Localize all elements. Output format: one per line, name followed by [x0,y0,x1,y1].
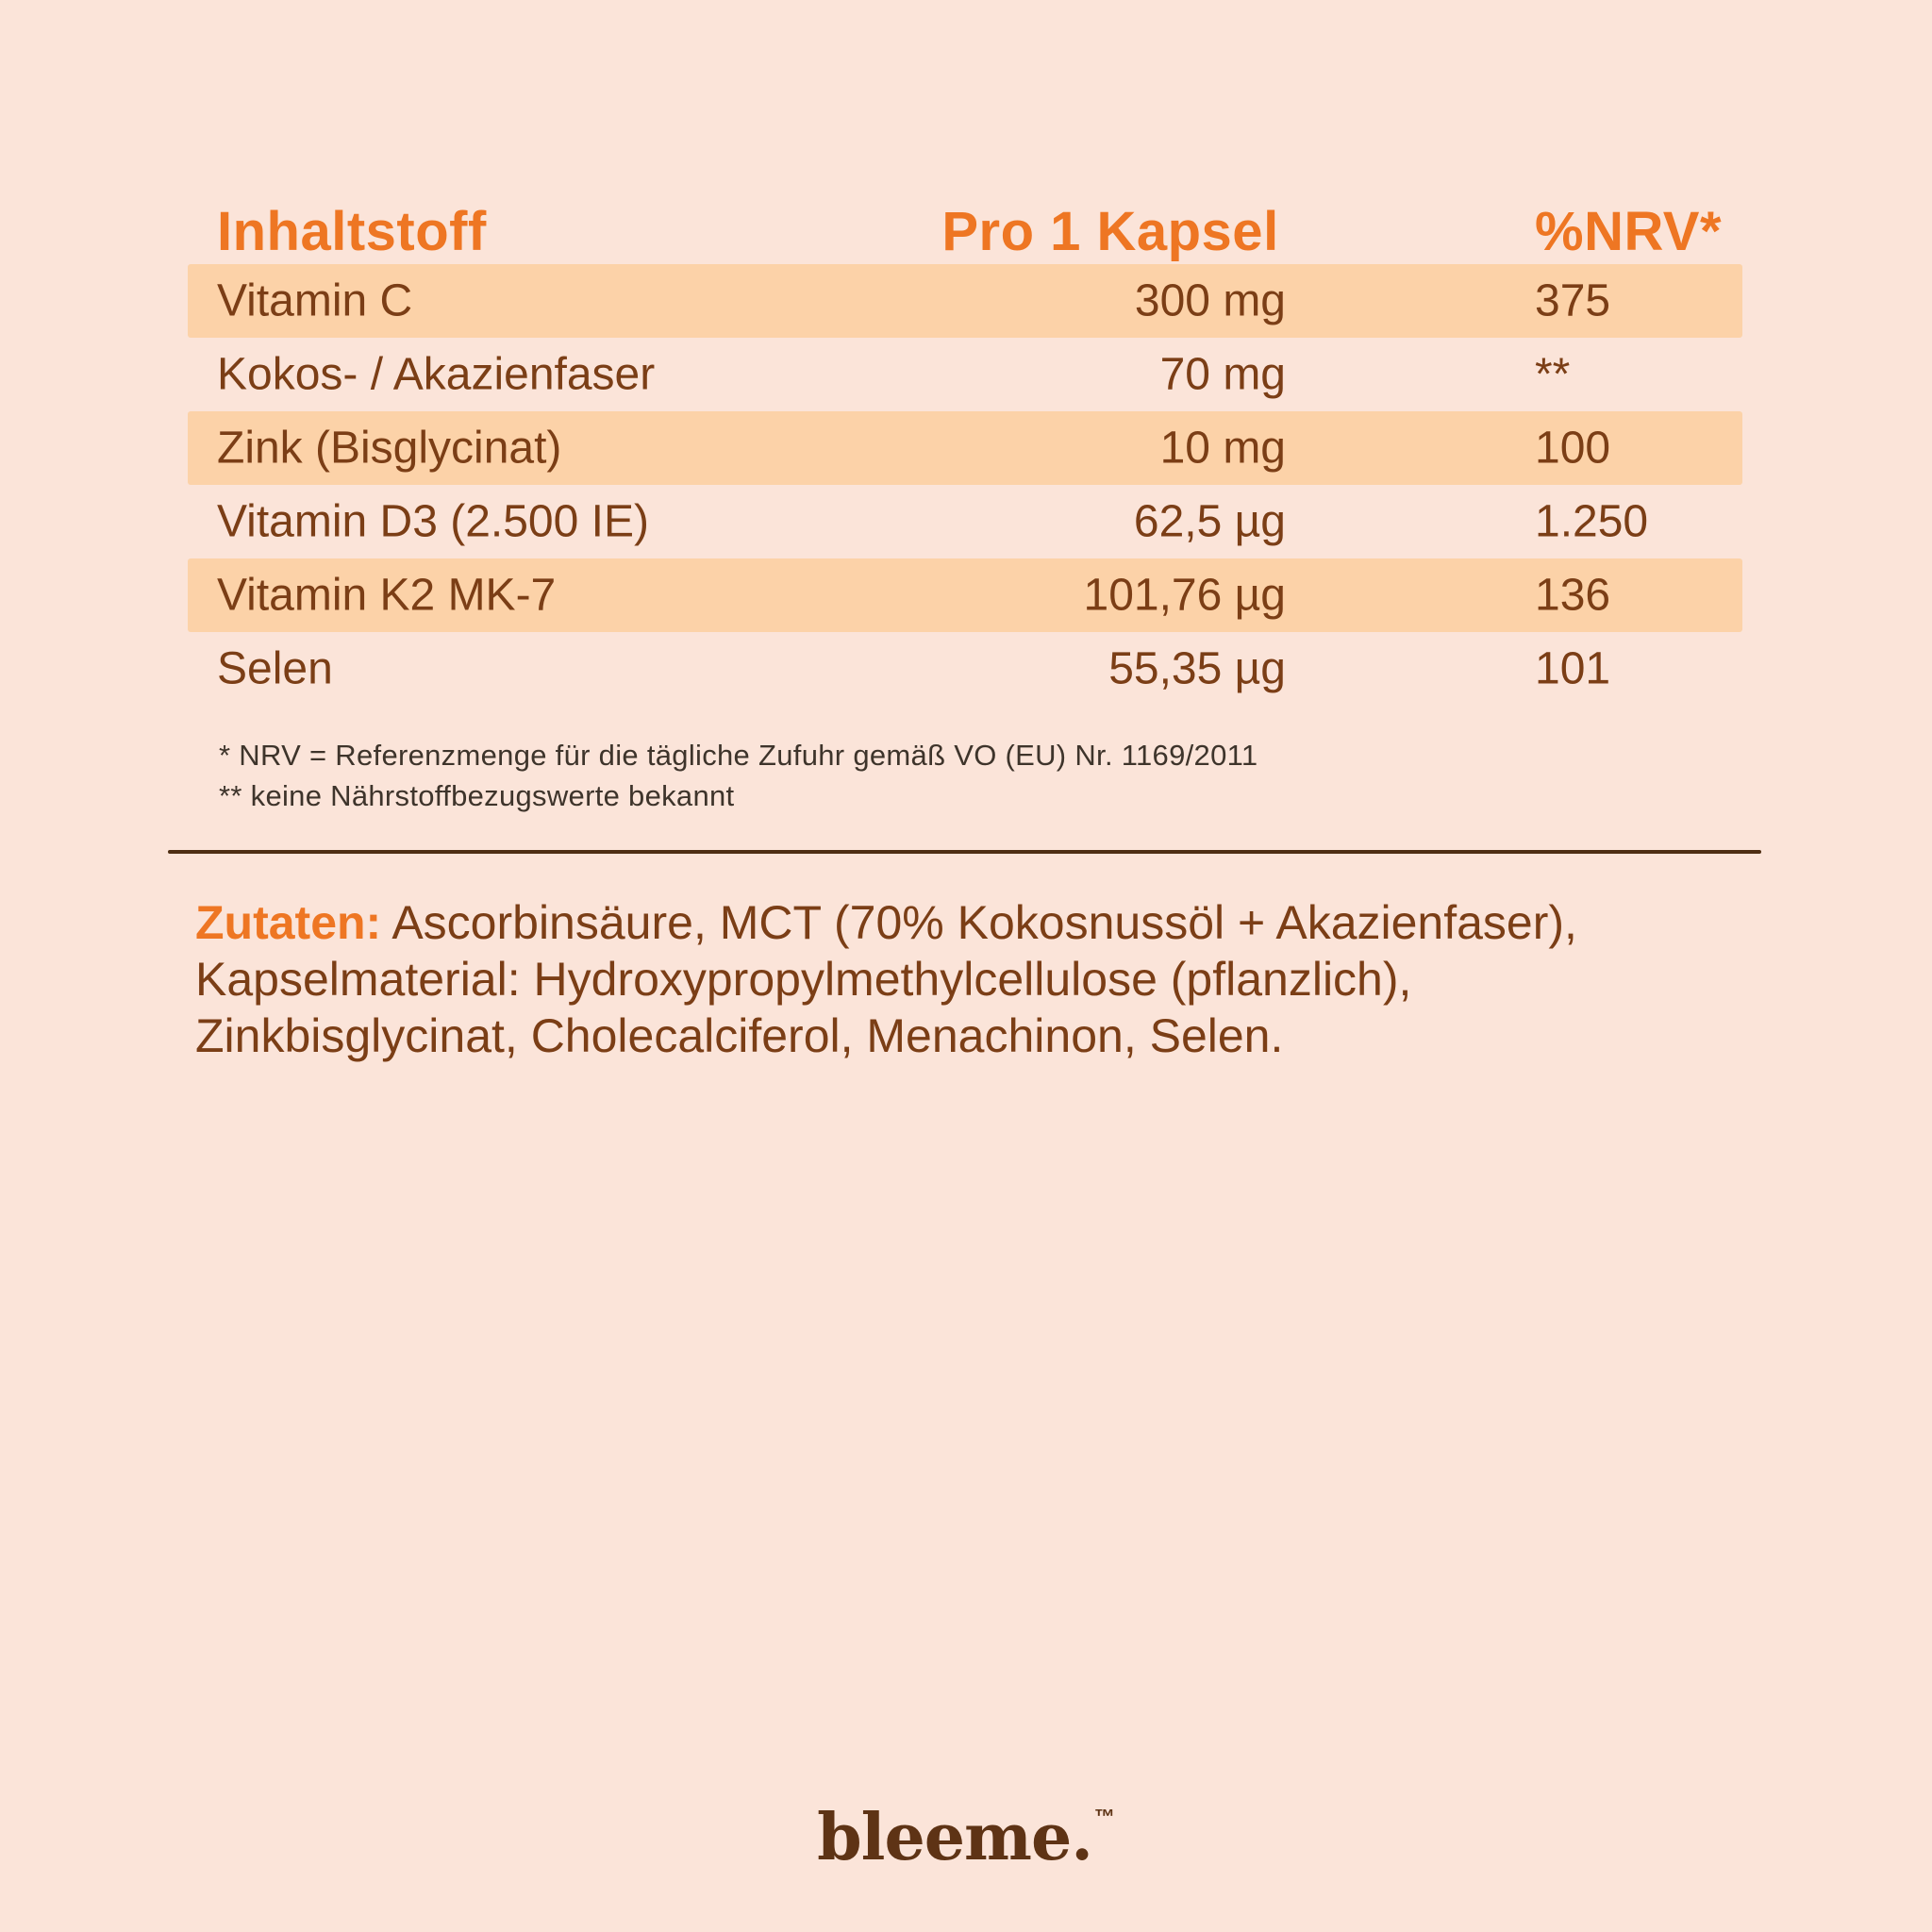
footnote-no-reference-values: ** keine Nährstoffbezugswerte bekannt [219,779,735,812]
trademark-symbol: ™ [1093,1805,1115,1828]
ingredient-nrv: 100 [1535,423,1611,474]
ingredient-nrv: ** [1535,349,1571,400]
table-header-row [188,189,1742,264]
ingredients-line-1-text: Ascorbinsäure, MCT (70% Kokosnussöl + Akazienfaser), [381,896,1577,949]
header-ingredient: Inhaltstoff [217,201,487,262]
header-amount-per-capsule: Pro 1 Kapsel [941,201,1279,262]
table-row-vitamin-c [188,264,1742,338]
ingredient-amount: 55,35 µg [1108,643,1286,694]
ingredients-label: Zutaten: [195,896,382,949]
ingredients-line-3: Zinkbisglycinat, Cholecalciferol, Menachinon, Selen. [195,1009,1284,1062]
ingredient-name: Vitamin D3 (2.500 IE) [217,496,649,547]
ingredient-nrv: 101 [1535,643,1611,694]
nutrition-table [188,189,1742,706]
ingredient-name: Zink (Bisglycinat) [217,423,562,474]
ingredients-paragraph [195,894,1610,1064]
table-row-vitamin-d3 [188,485,1742,558]
divider-line [168,850,1761,854]
brand-logo [0,1800,1932,1875]
ingredient-amount: 70 mg [1159,349,1286,400]
ingredient-name: Kokos- / Akazienfaser [217,349,656,400]
footnotes [219,735,1257,816]
brand-logo-text: bleeme. [817,1800,1092,1875]
footnote-nrv-definition: * NRV = Referenzmenge für die tägliche Zufuhr gemäß VO (EU) Nr. 1169/2011 [219,739,1258,772]
ingredient-nrv: 375 [1535,275,1611,326]
table-row-zink [188,411,1742,485]
ingredient-amount: 300 mg [1134,275,1286,326]
table-row-kokos-akazienfaser [188,338,1742,411]
ingredient-name: Selen [217,643,333,694]
ingredient-name: Vitamin C [217,275,413,326]
ingredient-nrv: 136 [1535,570,1611,621]
ingredients-line-1 [195,894,1610,951]
ingredient-amount: 101,76 µg [1083,570,1286,621]
header-nrv-percent: %NRV* [1535,201,1723,262]
ingredient-amount: 10 mg [1159,423,1286,474]
ingredient-name: Vitamin K2 MK-7 [217,570,557,621]
table-row-selen [188,632,1742,706]
ingredients-line-2: Kapselmaterial: Hydroxypropylmethylcellulose (pflanzlich), [195,953,1412,1006]
table-row-vitamin-k2 [188,558,1742,632]
ingredient-nrv: 1.250 [1535,496,1649,547]
ingredient-amount: 62,5 µg [1133,496,1286,547]
